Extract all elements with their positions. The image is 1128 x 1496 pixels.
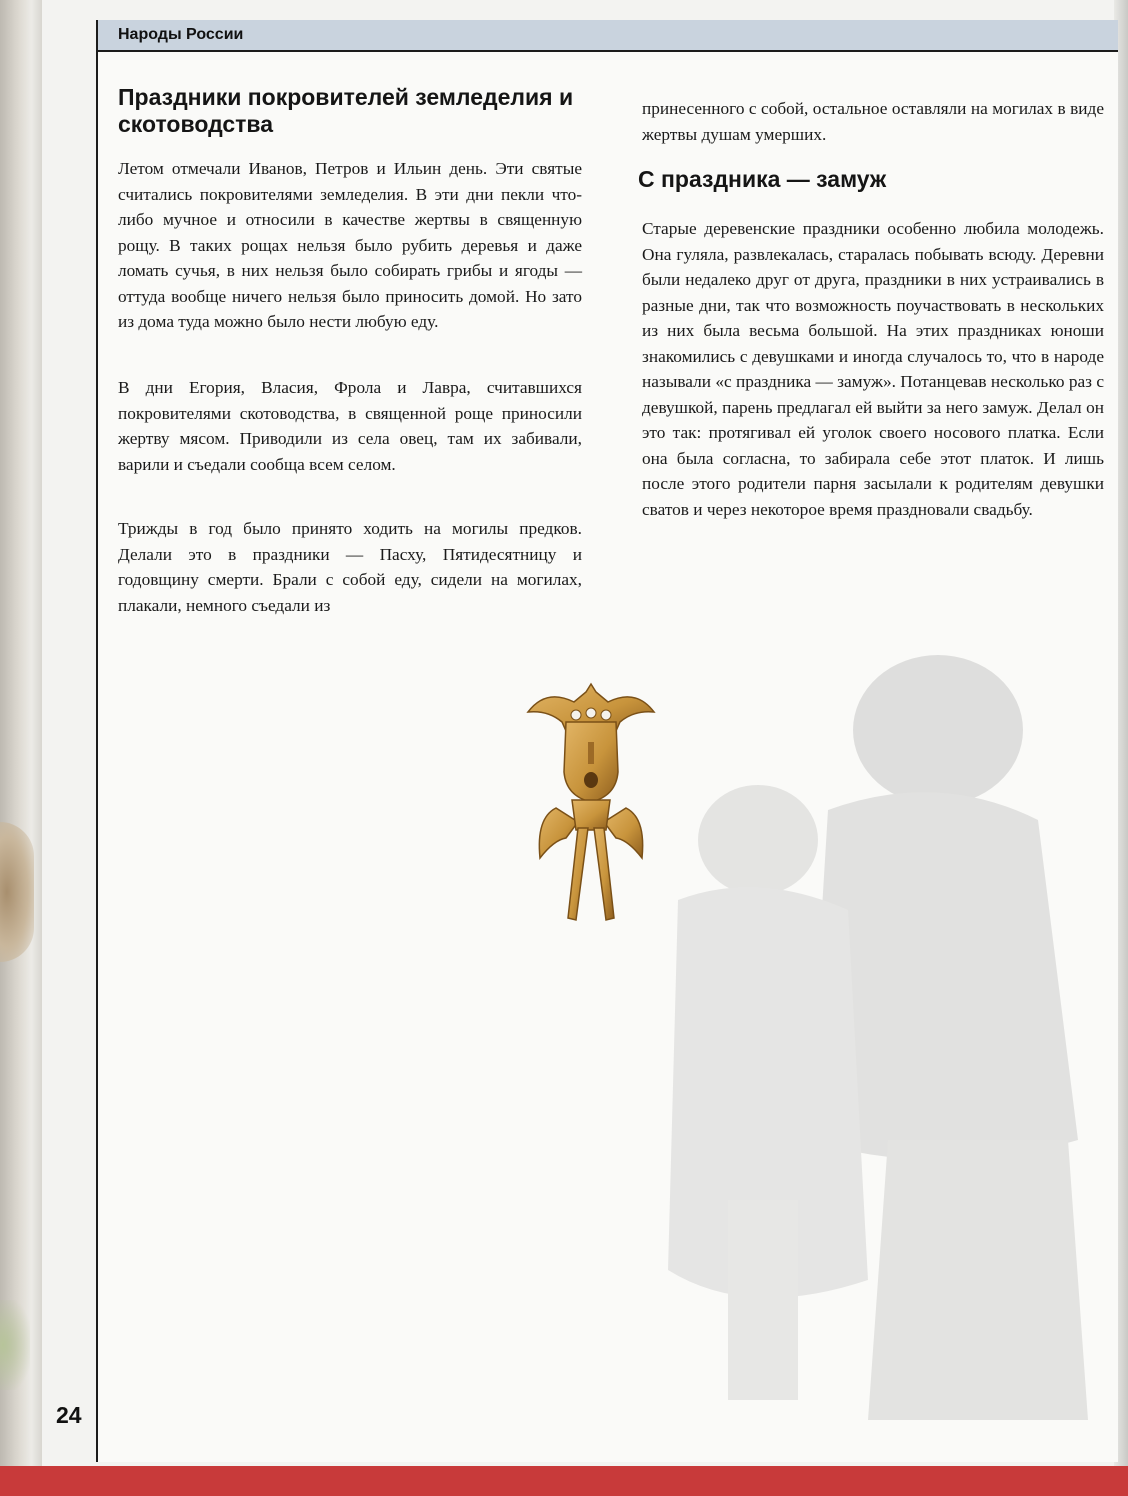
section-heading-festivals: Праздники покровителей земледелия и скотоводства [118,84,574,137]
binding-stain [0,822,34,962]
running-header-title: Народы России [118,26,244,43]
paragraph: В дни Егория, Власия, Фрола и Лавра, считавшихся покровителями скотоводства, в священной роще приносили жертву мясом. Приводили из села овец, там их забивали, варили и съедали сообща всем селом. [118,378,582,474]
faded-background-photo [608,580,1108,1440]
bronze-figurine-image [516,680,666,930]
section-heading-marriage: С праздника — замуж [638,166,887,192]
paragraph: Летом отмечали Иванов, Петров и Ильин день. Эти святые считались покровителями земледелия. В эти дни пекли что-либо мучное и относили в качестве жертвы в священную рощу. В таких рощах нельзя было рубить деревья и даже ломать сучья, в них нельзя было собирать грибы и ягоды — оттуда вообще ничего нельзя было приносить домой. Но зато из дома туда можно было нести любую еду. [118,159,582,331]
binding-stain-green [0,1300,30,1390]
paragraph: Старые деревенские праздники особенно любила молодежь. Она гуляла, развлекалась, старалась побывать всюду. Деревни были недалеко друг от друга, праздники в них устраивались в разные дни, так что возможность поучаствовать в нескольких из них была весьма большой. На этих праздниках юноши знакомились с девушками и иногда случалось то, что в народе называли «с праздника — замуж». Потанцевав несколько раз с девушкой, парень предлагал ей выйти за него замуж. Делал он это так: протягивал ей уголок своего носового платка. Если она была согласна, то забирала себе этот платок. И лишь после этого родители парня засылали к родителям девушки сватов и через некоторое время праздновали свадьбу. [642,219,1104,519]
book-binding-edge [0,0,42,1496]
paragraph: принесенного с собой, остальное оставляли на могилах в виде жертвы душам умерших. [642,99,1104,144]
header-rule [98,50,1118,52]
page-number: 24 [56,1402,82,1428]
running-header [98,20,1118,50]
cover-red-strip [0,1466,1128,1496]
book-page [96,20,1118,1462]
paragraph: Трижды в год было принято ходить на могилы предков. Делали это в праздники — Пасху, Пятидесятницу и годовщину смерти. Брали с собой еду, сидели на могилах, плакали, немного съедали из [118,519,582,615]
